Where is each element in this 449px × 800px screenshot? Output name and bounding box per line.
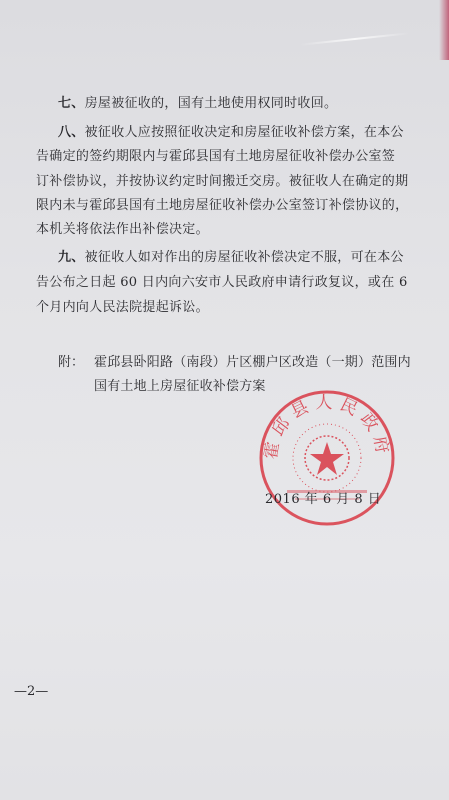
page-number: —2—: [14, 684, 49, 699]
seal-text: 霍邱县人民政府: [260, 392, 394, 461]
item-8-line-2: 告确定的签约期限内与霍邱县国有土地房屋征收补偿办公室签: [36, 149, 396, 164]
item-8-line-3: 订补偿协议，并按协议约定时间搬迁交房。被征收人在确定的期: [36, 174, 409, 189]
item-7-line-1: 七、房屋被征收的，国有土地使用权同时收回。: [58, 96, 338, 111]
official-seal: [257, 388, 397, 528]
document-date: 2016 年 6 月 8 日: [265, 492, 382, 507]
item-8-line-1: 八、被征收人应按照征收决定和房屋征收补偿方案，在本公: [58, 125, 404, 140]
item-9-line-3: 个月内向人民法院提起诉讼。: [36, 300, 209, 315]
attachment-label: 附：: [58, 355, 85, 370]
item-8-line-5: 本机关将依法作出补偿决定。: [36, 222, 209, 237]
item-9-line-2: 告公布之日起 60 日内向六安市人民政府申请行政复议，或在 6: [36, 275, 408, 290]
attachment-line-2: 国有土地上房屋征收补偿方案: [94, 379, 266, 394]
attachment-line-1: 霍邱县卧阳路（南段）片区棚户区改造（一期）范围内: [94, 355, 411, 370]
item-9-number: 九、: [58, 250, 85, 265]
page-edge-shadow: [439, 0, 449, 60]
item-7-number: 七、: [58, 96, 85, 111]
item-8-number: 八、: [58, 125, 85, 140]
paper-crease: [300, 32, 410, 45]
item-8-line-4: 限内未与霍邱县国有土地房屋征收补偿办公室签订补偿协议的，: [36, 198, 409, 213]
item-9-line-1: 九、被征收人如对作出的房屋征收补偿决定不服，可在本公: [58, 250, 404, 265]
